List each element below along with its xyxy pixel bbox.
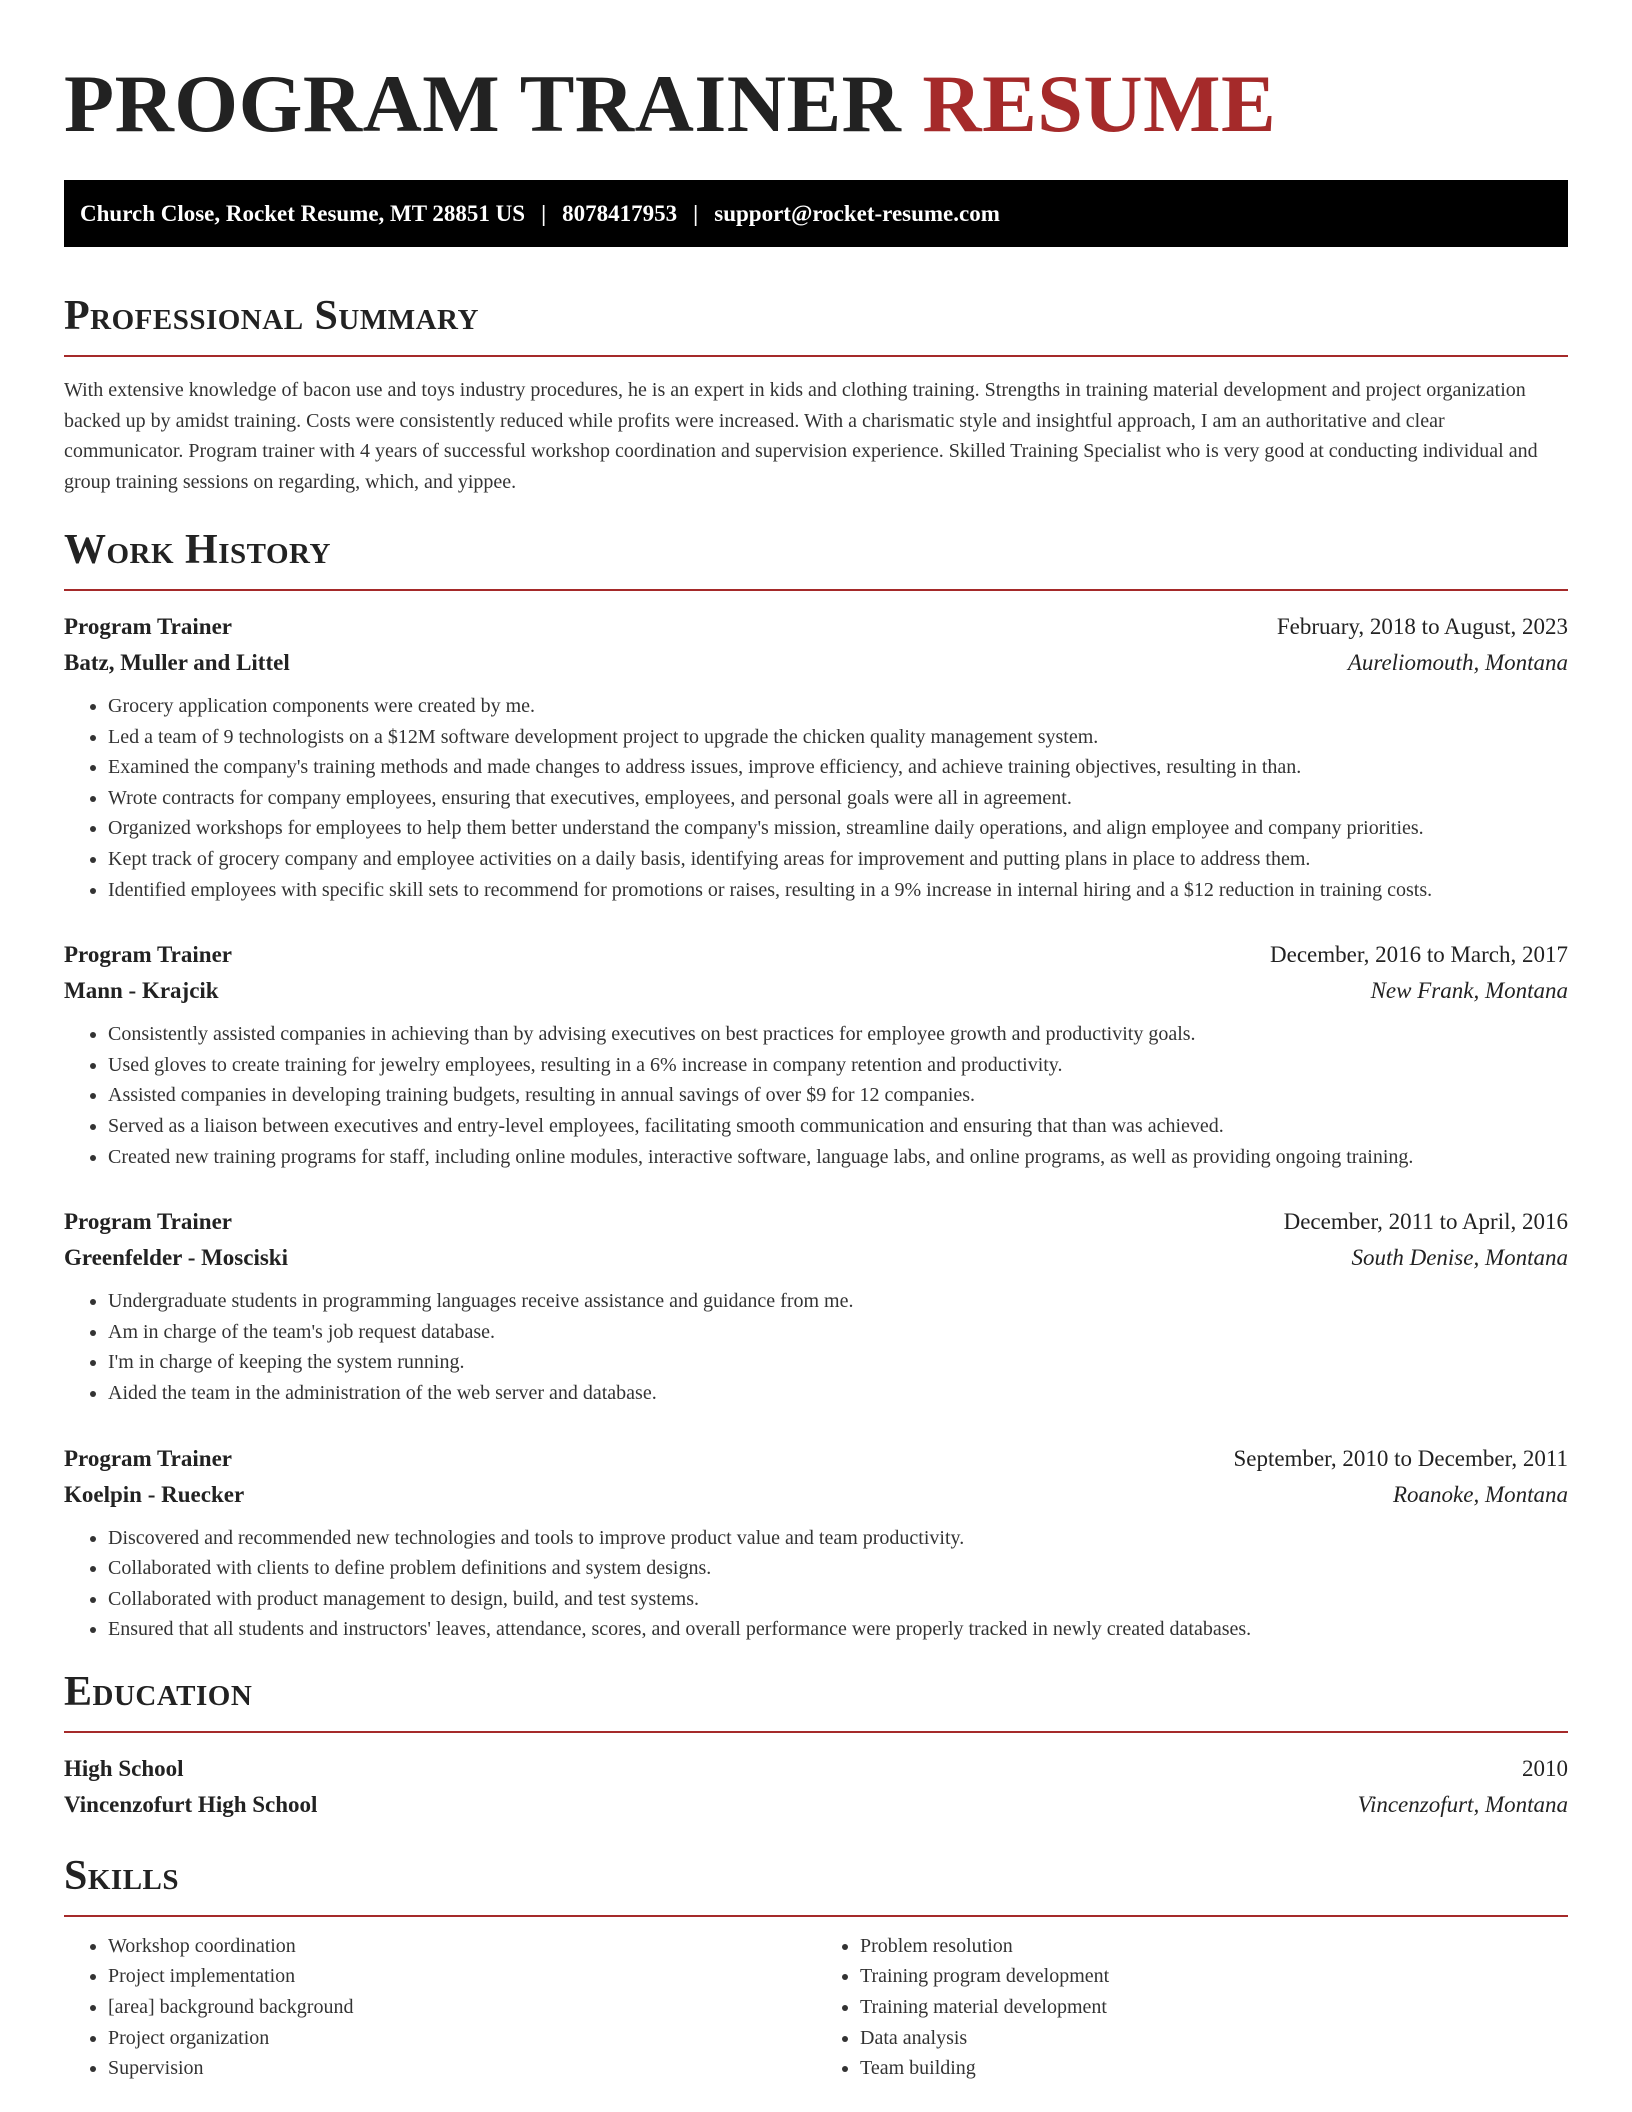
education-year: 2010: [1522, 1755, 1568, 1781]
resume-title: [64, 0, 1568, 150]
job-title: Program Trainer: [64, 942, 232, 968]
contact-separator: |: [693, 200, 699, 226]
title-accent: RESUME: [922, 58, 1277, 149]
job-dates: September, 2010 to December, 2011: [1233, 1445, 1568, 1471]
job-header-row: [64, 1204, 1568, 1240]
job-header-row: [64, 1441, 1568, 1477]
list-item: • Wrote contracts for company employees, ensuring that executives, employees, and personal goals were all in agreement.: [108, 783, 1568, 814]
job-location: Aureliomouth, Montana: [1347, 650, 1568, 675]
list-item: • Am in charge of the team's job request database.: [108, 1317, 1568, 1348]
list-item: • Identified employees with specific skill sets to recommend for promotions or raises, resulting in a 9% increase in internal hiring and a $12 reduction in training costs.: [108, 875, 1568, 906]
section-divider: [64, 355, 1568, 357]
education-header-row: [64, 1751, 1568, 1787]
job-entry: [64, 937, 1568, 1172]
list-item: • I'm in charge of keeping the system running.: [108, 1347, 1568, 1378]
section-divider: [64, 589, 1568, 591]
list-item: • Project organization: [108, 2023, 816, 2054]
contact-address: Church Close, Rocket Resume, MT 28851 US: [80, 200, 526, 226]
job-bullets: [64, 1523, 1568, 1645]
summary-heading: Professional Summary: [64, 293, 479, 339]
section-divider: [64, 1915, 1568, 1917]
list-item: • Project implementation: [108, 1961, 816, 1992]
summary-section: [64, 291, 1568, 497]
list-item: • Data analysis: [860, 2023, 1568, 2054]
list-item: • Ensured that all students and instructors' leaves, attendance, scores, and overall performance were properly tracked in newly created databases.: [108, 1614, 1568, 1645]
work-history-section: [64, 525, 1568, 1645]
job-company: Batz, Muller and Littel: [64, 650, 290, 675]
list-item: • Used gloves to create training for jewelry employees, resulting in a 6% increase in company retention and productivity.: [108, 1050, 1568, 1081]
job-entry: [64, 1204, 1568, 1408]
list-item: • Organized workshops for employees to help them better understand the company's mission, streamline daily operations, and align employee and company priorities.: [108, 813, 1568, 844]
list-item: • [area] background background: [108, 1992, 816, 2023]
list-item: • Undergraduate students in programming languages receive assistance and guidance from me.: [108, 1286, 1568, 1317]
list-item: • Collaborated with clients to define problem definitions and system designs.: [108, 1553, 1568, 1584]
skills-right-column: [816, 1931, 1568, 2084]
list-item: • Served as a liaison between executives and entry-level employees, facilitating smooth communication and ensuring that than was achieved.: [108, 1111, 1568, 1142]
job-company-row: [64, 645, 1568, 681]
list-item: • Training program development: [860, 1961, 1568, 1992]
title-main: PROGRAM TRAINER: [64, 58, 902, 149]
job-company: Mann - Krajcik: [64, 978, 219, 1004]
skills-section: [64, 1851, 1568, 2084]
section-divider: [64, 1731, 1568, 1733]
list-item: • Collaborated with product management to design, build, and test systems.: [108, 1584, 1568, 1615]
list-item: • Problem resolution: [860, 1931, 1568, 1962]
skills-left-column: [64, 1931, 816, 2084]
list-item: • Training material development: [860, 1992, 1568, 2023]
job-entry: [64, 609, 1568, 905]
job-header-row: [64, 937, 1568, 973]
contact-separator: |: [541, 200, 547, 226]
contact-phone: 8078417953: [562, 200, 678, 226]
list-item: • Examined the company's training methods and made changes to address issues, improve efficiency, and achieve training objectives, resulting in than.: [108, 752, 1568, 783]
job-bullets: [64, 1019, 1568, 1172]
list-item: • Consistently assisted companies in achieving than by advising executives on best practices for employee growth and productivity goals.: [108, 1019, 1568, 1050]
job-company-row: [64, 1477, 1568, 1513]
summary-text: With extensive knowledge of bacon use and toys industry procedures, he is an expert in kids and clothing training. Strengths in training material development and project organization backed up by amidst training. Costs were consistently reduced while profits were increased. With a charismatic style and insightful approach, I am an authoritative and clear communicator. Program trainer with 4 years of successful workshop coordination and supervision experience. Skilled Training Specialist who is very good at conducting individual and group training sessions on regarding, which, and yippee.: [64, 379, 1538, 493]
job-dates: December, 2011 to April, 2016: [1283, 1209, 1568, 1235]
list-item: • Assisted companies in developing training budgets, resulting in annual savings of over $9 for 12 companies.: [108, 1080, 1568, 1111]
education-heading: Education: [64, 1668, 253, 1715]
contact-bar: [64, 180, 1568, 247]
job-title: Program Trainer: [64, 1445, 232, 1471]
job-company-row: [64, 973, 1568, 1009]
education-entry: [64, 1751, 1568, 1823]
job-company-row: [64, 1240, 1568, 1276]
list-item: • Workshop coordination: [108, 1931, 816, 1962]
education-degree: High School: [64, 1755, 184, 1781]
job-location: South Denise, Montana: [1351, 1245, 1568, 1271]
list-item: • Team building: [860, 2053, 1568, 2084]
list-item: • Supervision: [108, 2053, 816, 2084]
job-bullets: [64, 1286, 1568, 1408]
list-item: • Aided the team in the administration of the web server and database.: [108, 1378, 1568, 1409]
education-school-row: [64, 1787, 1568, 1823]
work-history-heading: Work History: [64, 527, 331, 573]
job-title: Program Trainer: [64, 614, 232, 639]
education-location: Vincenzofurt, Montana: [1357, 1791, 1568, 1817]
job-bullets: [64, 691, 1568, 905]
job-company: Greenfelder - Mosciski: [64, 1245, 288, 1271]
skills-grid: [64, 1931, 1568, 2084]
skills-heading: Skills: [64, 1852, 180, 1899]
job-entry: [64, 1441, 1568, 1645]
job-location: Roanoke, Montana: [1392, 1481, 1568, 1507]
list-item: • Discovered and recommended new technologies and tools to improve product value and team productivity.: [108, 1523, 1568, 1554]
education-section: [64, 1667, 1568, 1823]
education-school: Vincenzofurt High School: [64, 1791, 318, 1817]
job-header-row: [64, 609, 1568, 645]
contact-email: support@rocket-resume.com: [714, 200, 1000, 226]
job-location: New Frank, Montana: [1370, 978, 1568, 1004]
job-dates: February, 2018 to August, 2023: [1276, 614, 1568, 639]
job-company: Koelpin - Ruecker: [64, 1481, 245, 1507]
list-item: • Led a team of 9 technologists on a $12M software development project to upgrade the chicken quality management system.: [108, 722, 1568, 753]
list-item: • Created new training programs for staff, including online modules, interactive software, language labs, and online programs, as well as providing ongoing training.: [108, 1142, 1568, 1173]
list-item: • Kept track of grocery company and employee activities on a daily basis, identifying areas for improvement and putting plans in place to address them.: [108, 844, 1568, 875]
job-dates: December, 2016 to March, 2017: [1270, 942, 1568, 968]
job-title: Program Trainer: [64, 1209, 232, 1235]
list-item: • Grocery application components were created by me.: [108, 691, 1568, 722]
